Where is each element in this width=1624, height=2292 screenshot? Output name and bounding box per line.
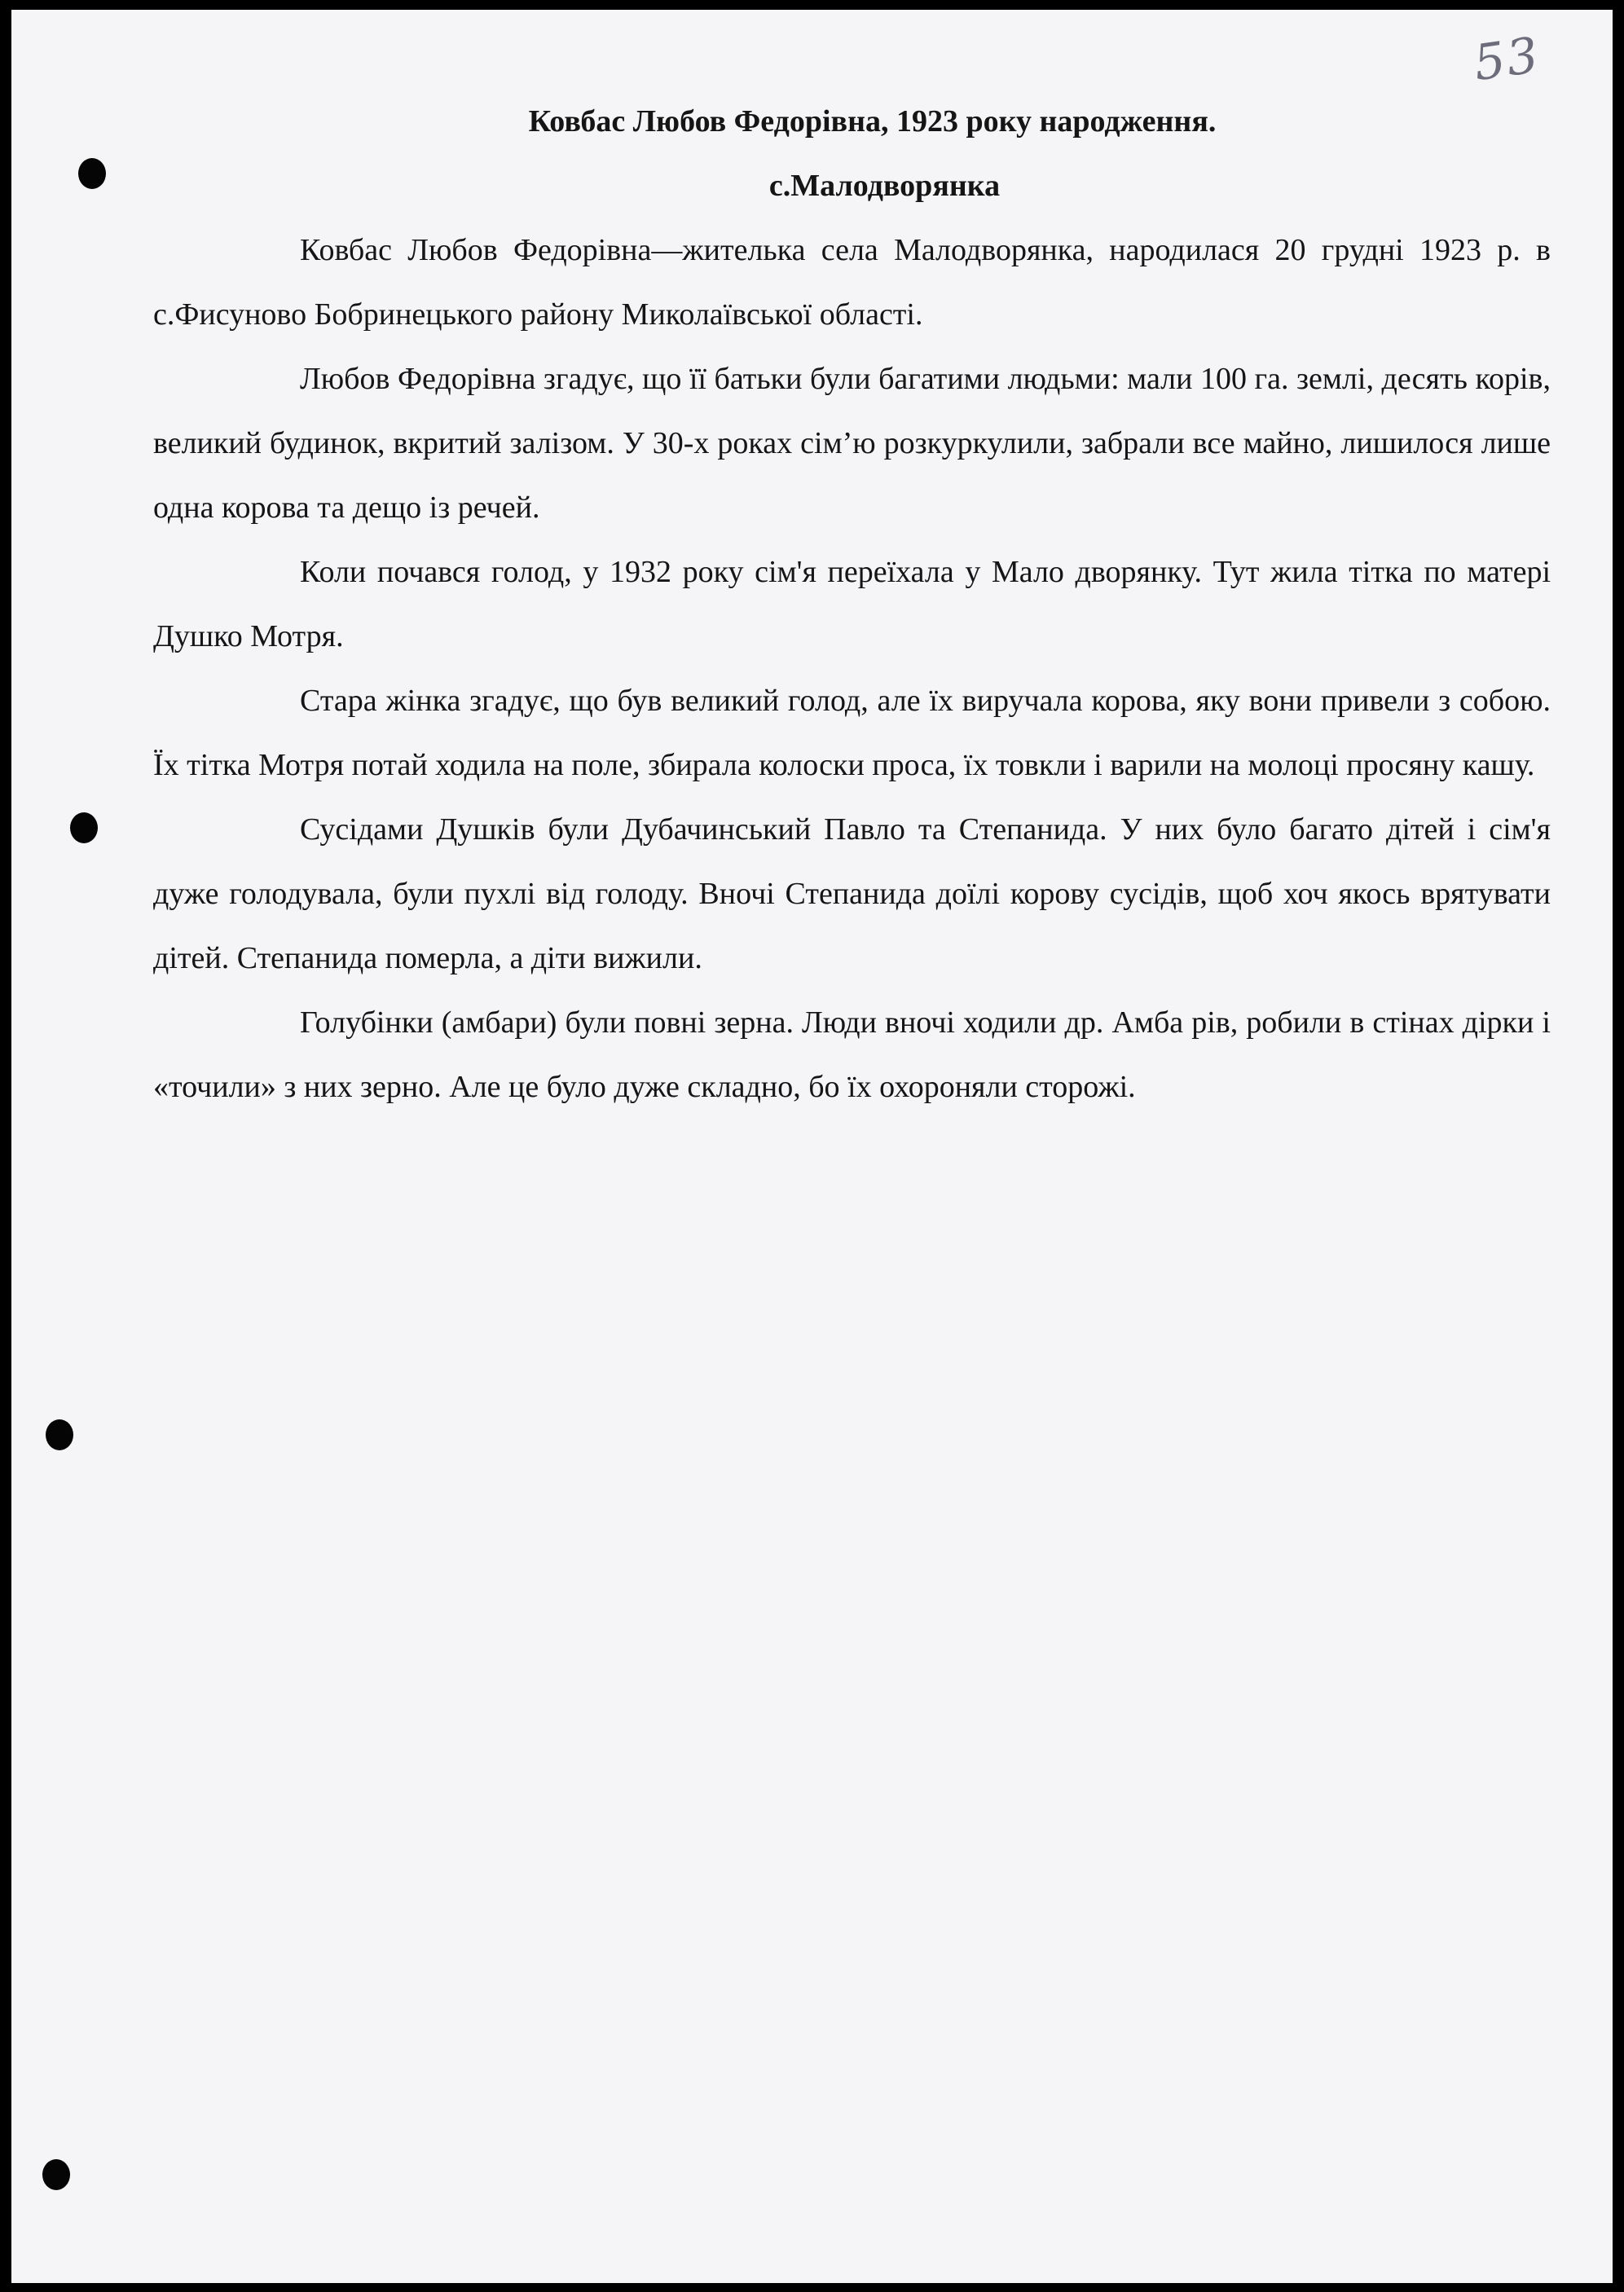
paragraph: Ковбас Любов Федорівна—жителька села Малодворянка, народилася 20 грудні 1923 р. в с.Фисуново Бобринецького району Миколаївської області. <box>153 233 1551 332</box>
handwritten-page-number: 53 <box>1470 26 1543 93</box>
punch-hole <box>42 2159 70 2190</box>
punch-hole <box>46 1419 73 1450</box>
paragraph: Стара жінка згадує, що був великий голод, але їх виручала корова, яку вони привели з собою. Їх тітка Мотря потай ходила на поле, збирала колоски проса, їх товкли і варили на молоці просяну кашу. <box>153 684 1551 782</box>
document-body <box>153 90 1551 1120</box>
paragraph: Любов Федорівна згадує, що її батьки були багатими людьми: мали 100 га. землі, десять корів, великий будинок, вкритий залізом. У 30-х роках сім’ю розкуркулили, забрали все майно, лишилося лише одна корова та дещо із речей. <box>153 362 1551 525</box>
punch-hole <box>70 812 98 843</box>
document-page <box>11 10 1613 2283</box>
paragraph: Голубінки (амбари) були повні зерна. Люди вночі ходили др. Амба рів, робили в стінах дірки і «точили» з них зерно. Але це було дуже складно, бо їх охороняли сторожі. <box>153 1005 1551 1104</box>
paragraph: Сусідами Душків були Дубачинський Павло та Степанида. У них було багато дітей і сім'я дуже голодувала, були пухлі від голоду. Вночі Степанида доїлі корову сусідів, щоб хоч якось врятувати дітей. Степанида померла, а діти вижили. <box>153 812 1551 975</box>
paragraph: Коли почався голод, у 1932 року сім'я переїхала у Мало дворянку. Тут жила тітка по матері Душко Мотря. <box>153 555 1551 653</box>
punch-hole <box>78 158 106 189</box>
document-title: Ковбас Любов Федорівна, 1923 року народження. <box>528 104 1217 139</box>
document-subtitle-village: с.Малодворянка <box>768 169 1001 203</box>
